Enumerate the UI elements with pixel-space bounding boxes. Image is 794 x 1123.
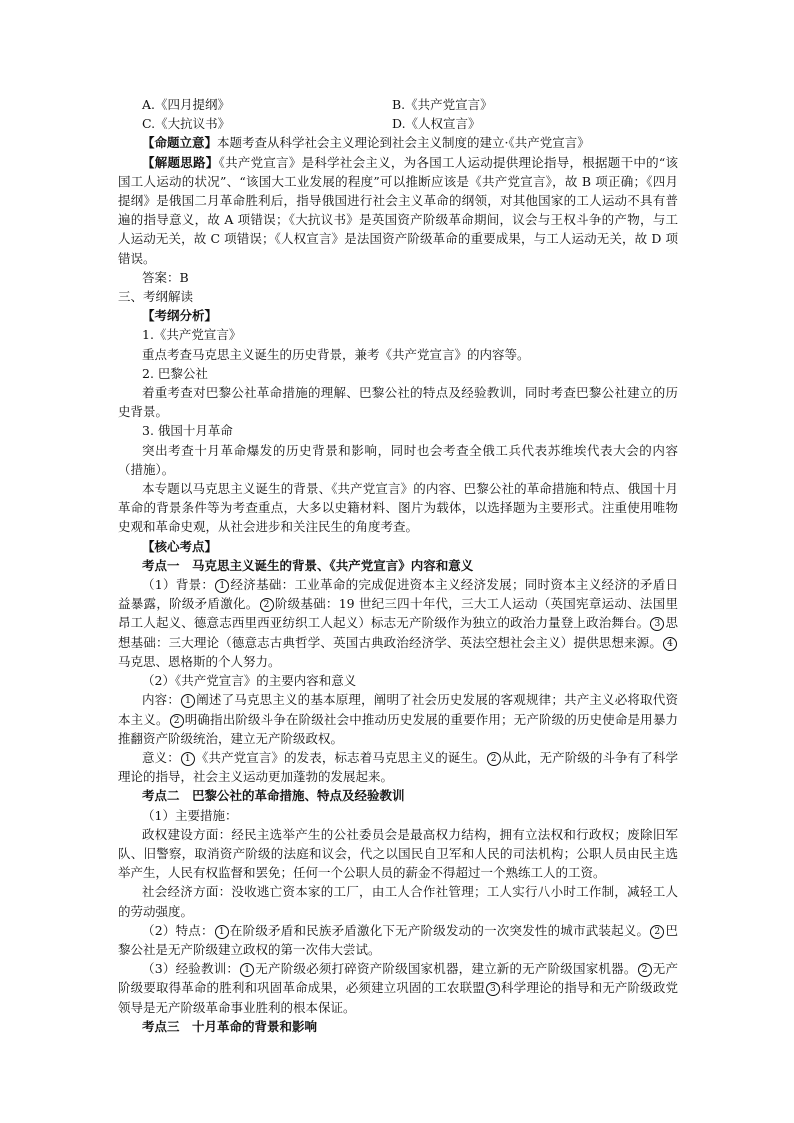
jieti-label: 【解题思路】 xyxy=(142,154,219,170)
background-class: 阶级基础：19 世纪三四十年代，三大工人运动（英国宪章运动、法国里昂工人起义、德意志西里西亚纺织工人起义）标志无产阶级作为独立的政治力量登上政治舞台。 xyxy=(118,596,678,631)
kaodian2-economic: 社会经济方面：没收逃亡资本家的工厂，由工人合作社管理；工人实行八小时工作制，减轻工人的劳动强度。 xyxy=(118,884,678,919)
mingti-label: 【命题立意】 xyxy=(142,135,218,151)
kaodian2-measures-title: （1）主要措施： xyxy=(142,807,238,823)
option-d: D.《人权宣言》 xyxy=(392,116,481,132)
circled-number-3: 3 xyxy=(486,982,500,996)
option-a: A.《四月提纲》 xyxy=(142,97,231,112)
option-b: B.《共产党宣言》 xyxy=(392,97,493,112)
kaogang-item1-text: 重点考查马克思主义诞生的历史背景，兼考《共产党宣言》的内容等。 xyxy=(142,346,530,362)
mingti-text: 本题考查从科学社会主义理论到社会主义制度的建立·《共产党宣言》 xyxy=(217,135,590,151)
jieti-paragraph xyxy=(118,153,678,268)
option-c: C.《大抗议书》 xyxy=(142,116,231,132)
kaodian2-lessons xyxy=(118,959,678,1017)
kaodian2-title: 考点二 巴黎公社的革命措施、特点及经验教训 xyxy=(142,788,405,804)
kaogang-item2-title: 2. 巴黎公社 xyxy=(142,365,208,381)
meaning-point-2: 从此，无产阶级的斗争有了科学理论的指导，社会主义运动更加蓬勃的发展起来。 xyxy=(118,749,678,785)
circled-number-2: 2 xyxy=(260,598,274,612)
content-point-2: 明确指出阶级斗争在阶级社会中推动历史发展的重要作用；无产阶级的历史使命是用暴力推翻资产阶级统治，建立无产阶级政权。 xyxy=(118,711,678,746)
circled-number-3: 3 xyxy=(650,617,664,631)
mingti-paragraph xyxy=(118,133,678,152)
circled-number-4: 4 xyxy=(663,637,677,651)
kaodian1-meaning xyxy=(118,748,678,786)
background-economic: 经济基础：工业革命的完成促进资本主义经济发展；同时资本主义经济的矛盾日益暴露，阶级矛盾激化。 xyxy=(118,577,678,612)
circled-number-2: 2 xyxy=(638,963,652,977)
circled-number-2: 2 xyxy=(650,925,664,939)
lessons-label: （3）经验教训： xyxy=(142,961,240,977)
circled-number-1: 1 xyxy=(215,925,229,939)
section-heading: 三、考纲解读 xyxy=(118,289,194,305)
kaodian1-background xyxy=(118,575,678,671)
options-row-1 xyxy=(118,95,678,114)
circled-number-2: 2 xyxy=(487,752,501,766)
content-label: 内容： xyxy=(142,692,181,708)
lessons-point-3: 科学理论的指导和无产阶级政党领导是无产阶级革命事业胜利的根本保证。 xyxy=(118,980,678,1015)
content-point-1: 阐述了马克思主义的基本原理，阐明了社会历史发展的客观规律；共产主义必将取代资本主义。 xyxy=(118,692,678,727)
jieti-text: 《共产党宣言》是科学社会主义，为各国工人运动提供理论指导，根据题干中的“该国工人运动的状况”、“该国大工业发展的程度”可以推断应该是《共产党宣言》，故 B 项正确；《四月提纲》是俄国二月革命胜利后，指导俄国进行社会主义革命的纲领，对其他国家的工人运动不具有普遍的指导意义，故 A 项错误；《大抗议书》是英国资产阶级革命期间，议会与王权斗争的产物，与工人运动无关，故 C 项错误；《人权宣言》是法国资产阶级革命的重要成果，与工人运动无关，故 D 项错误。 xyxy=(118,154,678,266)
kaodian1-content-title: （2）《共产党宣言》的主要内容和意义 xyxy=(142,673,357,689)
kaogang-heading: 【考纲分析】 xyxy=(142,308,218,324)
kaodian1-content xyxy=(118,690,678,748)
meaning-point-1: 《共产党宣言》的发表，标志着马克思主义的诞生。 xyxy=(195,749,486,765)
circled-number-2: 2 xyxy=(170,714,184,728)
answer-line: 答案：B xyxy=(142,269,189,285)
background-label: （1）背景： xyxy=(142,577,215,593)
kaogang-item1-title: 1.《共产党宣言》 xyxy=(142,327,242,343)
hexin-heading: 【核心考点】 xyxy=(142,538,218,554)
kaogang-item3-title: 3. 俄国十月革命 xyxy=(142,423,233,439)
kaogang-item2-text: 着重考查对巴黎公社革命措施的理解、巴黎公社的特点及经验教训，同时考查巴黎公社建立的历史背景。 xyxy=(118,385,678,420)
kaodian1-title: 考点一 马克思主义诞生的背景、《共产党宣言》内容和意义 xyxy=(142,557,474,573)
kaodian2-features xyxy=(118,921,678,959)
options-row-2 xyxy=(118,114,678,133)
background-personal: 马克思、恩格斯的个人努力。 xyxy=(118,653,281,669)
kaogang-summary: 本专题以马克思主义诞生的背景、《共产党宣言》的内容、巴黎公社的革命措施和特点、俄国十月革命的背景条件等为考查重点，大多以史籍材料、图片为载体，以选择题为主要形式。注重使用唯物史观和革命史观，从社会进步和关注民生的角度考查。 xyxy=(118,481,678,535)
meaning-label: 意义： xyxy=(142,749,180,765)
circled-number-1: 1 xyxy=(240,963,254,977)
circled-number-1: 1 xyxy=(215,579,229,593)
background-thought: 思想基础：三大理论（德意志古典哲学、英国古典政治经济学、英法空想社会主义）提供思想来源。 xyxy=(118,615,678,650)
features-point-1: 在阶级矛盾和民族矛盾激化下无产阶级发动的一次突发性的城市武装起义。 xyxy=(229,922,650,938)
circled-number-1: 1 xyxy=(181,752,195,766)
document-content xyxy=(118,95,678,1036)
lessons-point-2: 无产阶级要取得革命的胜利和巩固革命成果，必须建立巩固的工农联盟 xyxy=(118,961,678,996)
lessons-point-1: 无产阶级必须打碎资产阶级国家机器，建立新的无产阶级国家机器。 xyxy=(255,961,637,977)
kaodian2-political: 政权建设方面：经民主选举产生的公社委员会是最高权力结构，拥有立法权和行政权；废除旧军队、旧警察，取消资产阶级的法庭和议会，代之以国民自卫军和人民的司法机构；公职人员由民主选举产生，人民有权监督和罢免；任何一个公职人员的薪金不得超过一个熟练工人的工资。 xyxy=(118,826,678,881)
features-label: （2）特点： xyxy=(142,922,214,938)
kaogang-item3-text: 突出考查十月革命爆发的历史背景和影响，同时也会考查全俄工兵代表苏维埃代表大会的内容（措施）。 xyxy=(118,442,678,477)
features-point-2: 巴黎公社是无产阶级建立政权的第一次伟大尝试。 xyxy=(118,922,678,957)
circled-number-1: 1 xyxy=(181,694,195,708)
kaodian3-title: 考点三 十月革命的背景和影响 xyxy=(142,1018,318,1034)
